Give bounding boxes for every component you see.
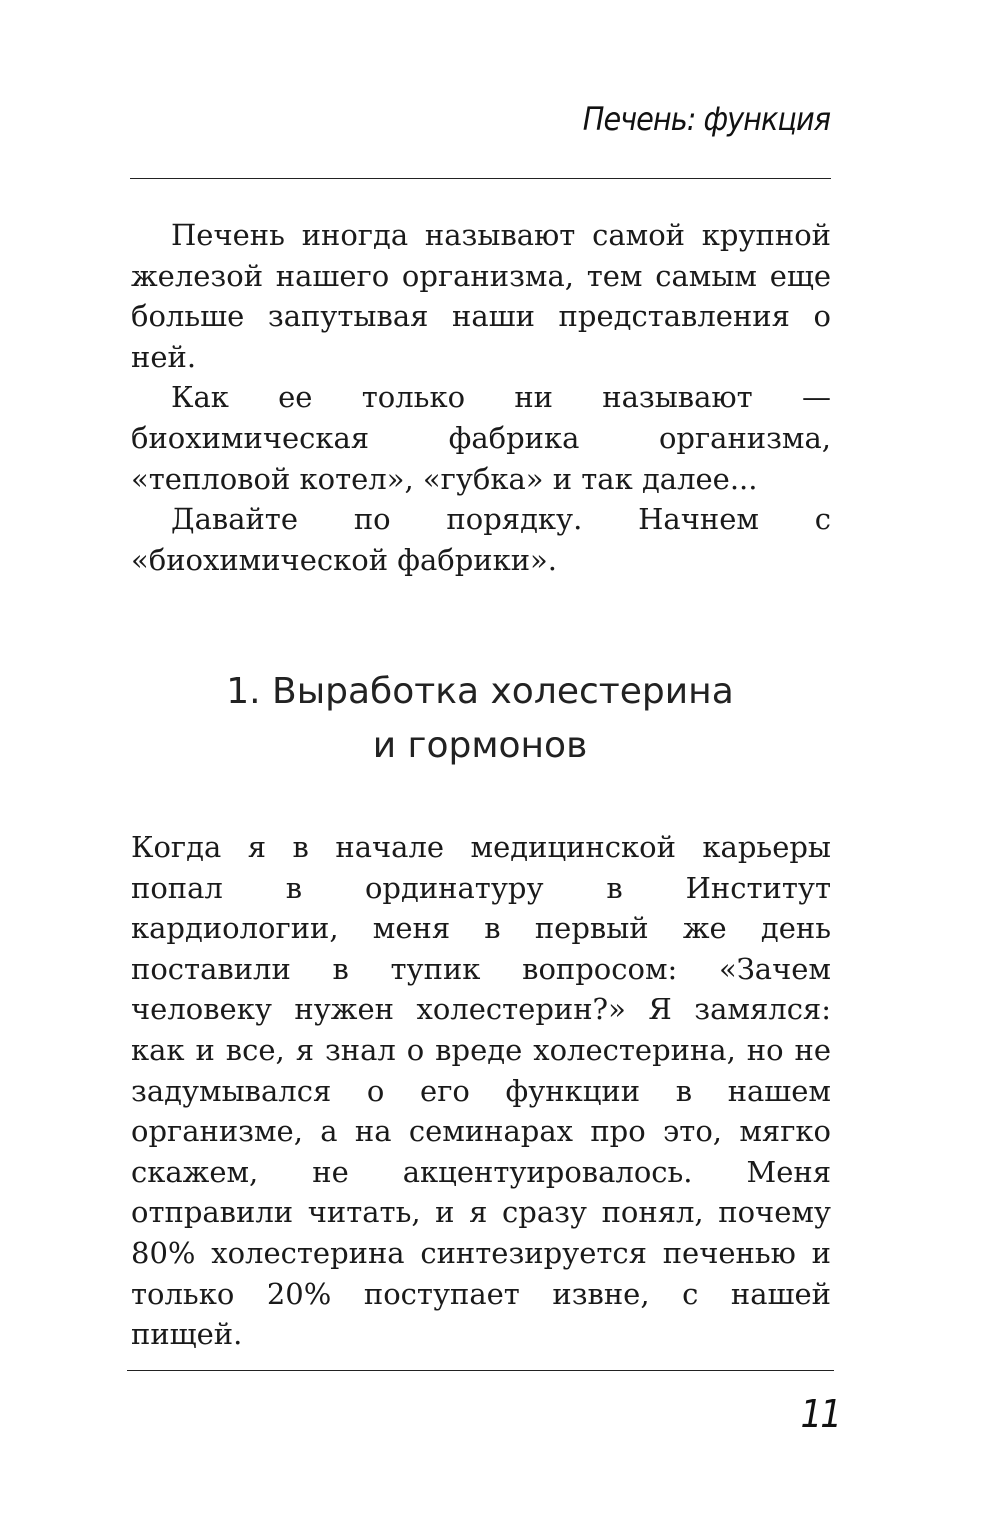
paragraph: Давайте по порядку. Начнем с «биохимической фабрики».	[131, 502, 831, 577]
paragraph: Печень иногда называют самой крупной железой нашего организма, тем самым еще больше запутывая наши представления о ней.	[131, 218, 831, 374]
section-heading-line2: и гормонов	[372, 725, 588, 766]
running-head: Печень: функция	[582, 100, 830, 138]
header-rule	[130, 178, 831, 179]
section-heading	[130, 665, 830, 773]
paragraph: Когда я в начале медицинской карьеры попал в ординатуру в Институт кардиологии, меня в первый же день поставили в тупик вопросом: «Зачем человеку нужен холестерин?» Я замялся: как и все, я знал о вреде холестерина, но не задумывался о его функции в нашем организме, а на семинарах про это, мягко скажем, не акцентуировалось. Меня отправили читать, и я сразу понял, почему 80% холестерина синтезируется печенью и только 20% поступает извне, с нашей пищей.	[131, 830, 831, 1352]
section-text	[131, 827, 831, 1355]
paragraph: Как ее только ни называют — биохимическая фабрика организма, «тепловой котел», «губка» и так далее...	[131, 380, 831, 496]
footer-rule	[127, 1370, 834, 1371]
intro-text	[131, 215, 831, 580]
page-number: 11	[800, 1392, 840, 1436]
section-heading-line1: 1. Выработка холестерина	[226, 671, 734, 712]
